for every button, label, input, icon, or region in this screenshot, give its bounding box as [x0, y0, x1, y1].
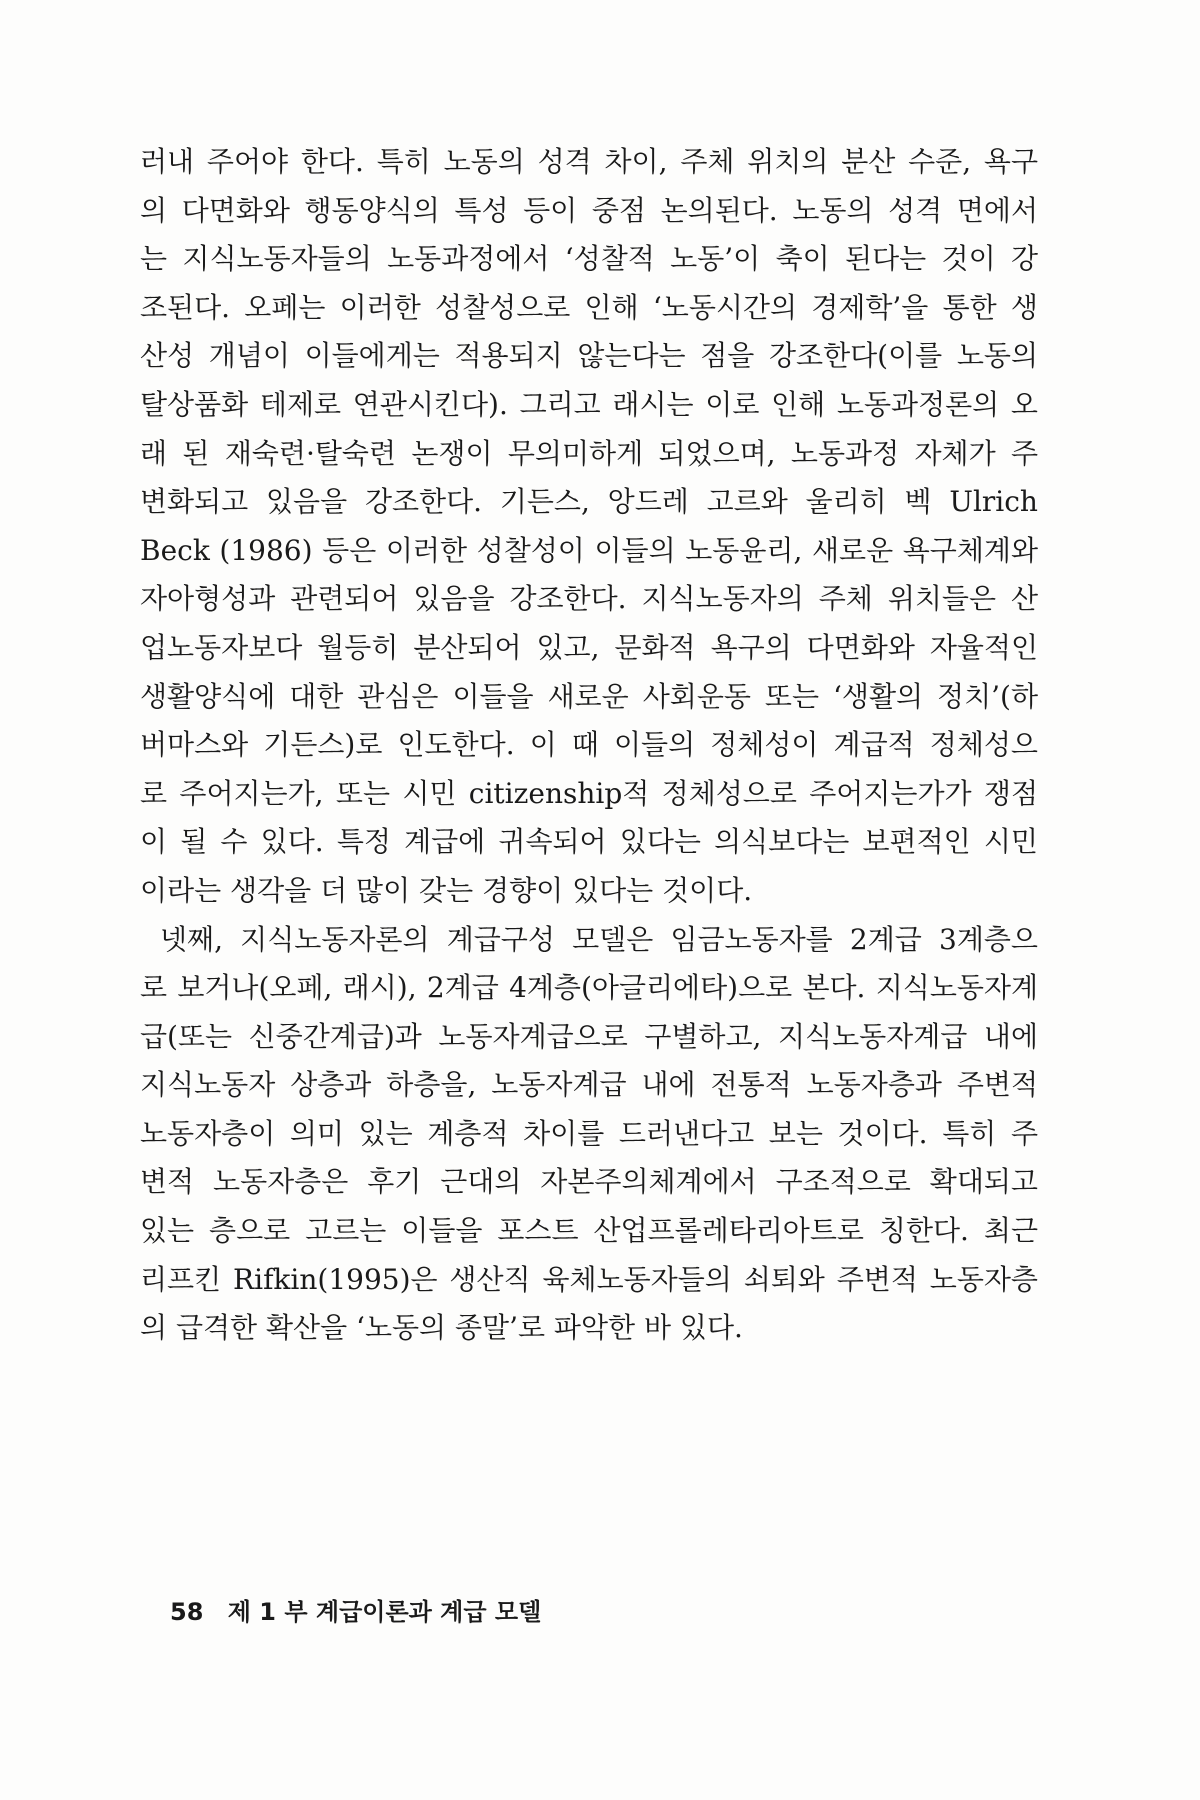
text-line: 탈상품화 테제로 연관시킨다). 그리고 래시는 이로 인해 노동과정론의 오 — [140, 387, 1038, 421]
running-head: 제 1 부 계급이론과 계급 모델 — [227, 1598, 542, 1626]
text-line: 있는 층으로 고르는 이들을 포스트 산업프롤레타리아트로 칭한다. 최근 — [140, 1214, 1039, 1248]
text-line: 이 될 수 있다. 특정 계급에 귀속되어 있다는 의식보다는 보편적인 시민 — [140, 825, 1038, 859]
text-line: 지식노동자 상층과 하층을, 노동자계급 내에 전통적 노동자층과 주변적 — [140, 1068, 1039, 1102]
text-line: 러내 주어야 한다. 특히 노동의 성격 차이, 주체 위치의 분산 수준, 욕구 — [140, 145, 1039, 178]
text-line: 로 주어지는가, 또는 시민 citizenship적 정체성으로 주어지는가가 쟁점 — [140, 776, 1038, 810]
text-line: 의 급격한 확산을 ‘노동의 종말’로 파악한 바 있다. — [140, 1311, 743, 1345]
text-line: 생활양식에 대한 관심은 이들을 새로운 사회운동 또는 ‘생활의 정치’(하 — [140, 679, 1038, 713]
body-text — [140, 138, 1038, 1353]
text-line: 의 다면화와 행동양식의 특성 등이 중점 논의된다. 노동의 성격 면에서 — [140, 193, 1039, 227]
text-line: 변화되고 있음을 강조한다. 기든스, 앙드레 고르와 울리히 벡 Ulrich — [140, 485, 1038, 519]
text-line: 변적 노동자층은 후기 근대의 자본주의체계에서 구조적으로 확대되고 — [140, 1165, 1038, 1199]
text-line: 래 된 재숙련·탈숙련 논쟁이 무의미하게 되었으며, 노동과정 자체가 주 — [140, 436, 1039, 470]
text-line: 로 보거나(오페, 래시), 2계급 4계층(아글리에타)으로 본다. 지식노동자계 — [140, 971, 1039, 1005]
text-line: 는 지식노동자들의 노동과정에서 ‘성찰적 노동’이 축이 된다는 것이 강 — [140, 242, 1039, 276]
text-line: 리프킨 Rifkin(1995)은 생산직 육체노동자들의 쇠퇴와 주변적 노동자층 — [140, 1262, 1038, 1296]
text-line: 급(또는 신중간계급)과 노동자계급으로 구별하고, 지식노동자계급 내에 — [140, 1019, 1038, 1053]
text-line: 업노동자보다 월등히 분산되어 있고, 문화적 욕구의 다면화와 자율적인 — [140, 630, 1039, 664]
text-line: 산성 개념이 이들에게는 적용되지 않는다는 점을 강조한다(이를 노동의 — [140, 339, 1039, 373]
text-line: 조된다. 오페는 이러한 성찰성으로 인해 ‘노동시간의 경제학’을 통한 생 — [140, 290, 1038, 324]
text-line: 노동자층이 의미 있는 계층적 차이를 드러낸다고 보는 것이다. 특히 주 — [140, 1116, 1039, 1150]
text-line: 이라는 생각을 더 많이 갖는 경향이 있다는 것이다. — [140, 873, 753, 907]
page-footer — [170, 1592, 541, 1627]
page-number: 58 — [170, 1598, 204, 1626]
text-line: 버마스와 기든스)로 인도한다. 이 때 이들의 정체성이 계급적 정체성으 — [140, 728, 1038, 762]
paragraph-start-line: 넷째, 지식노동자론의 계급구성 모델은 임금노동자를 2계급 3계층으 — [160, 922, 1038, 956]
text-line: 자아형성과 관련되어 있음을 강조한다. 지식노동자의 주체 위치들은 산 — [140, 582, 1039, 616]
text-line: Beck (1986) 등은 이러한 성찰성이 이들의 노동윤리, 새로운 욕구체계와 — [140, 533, 1038, 567]
